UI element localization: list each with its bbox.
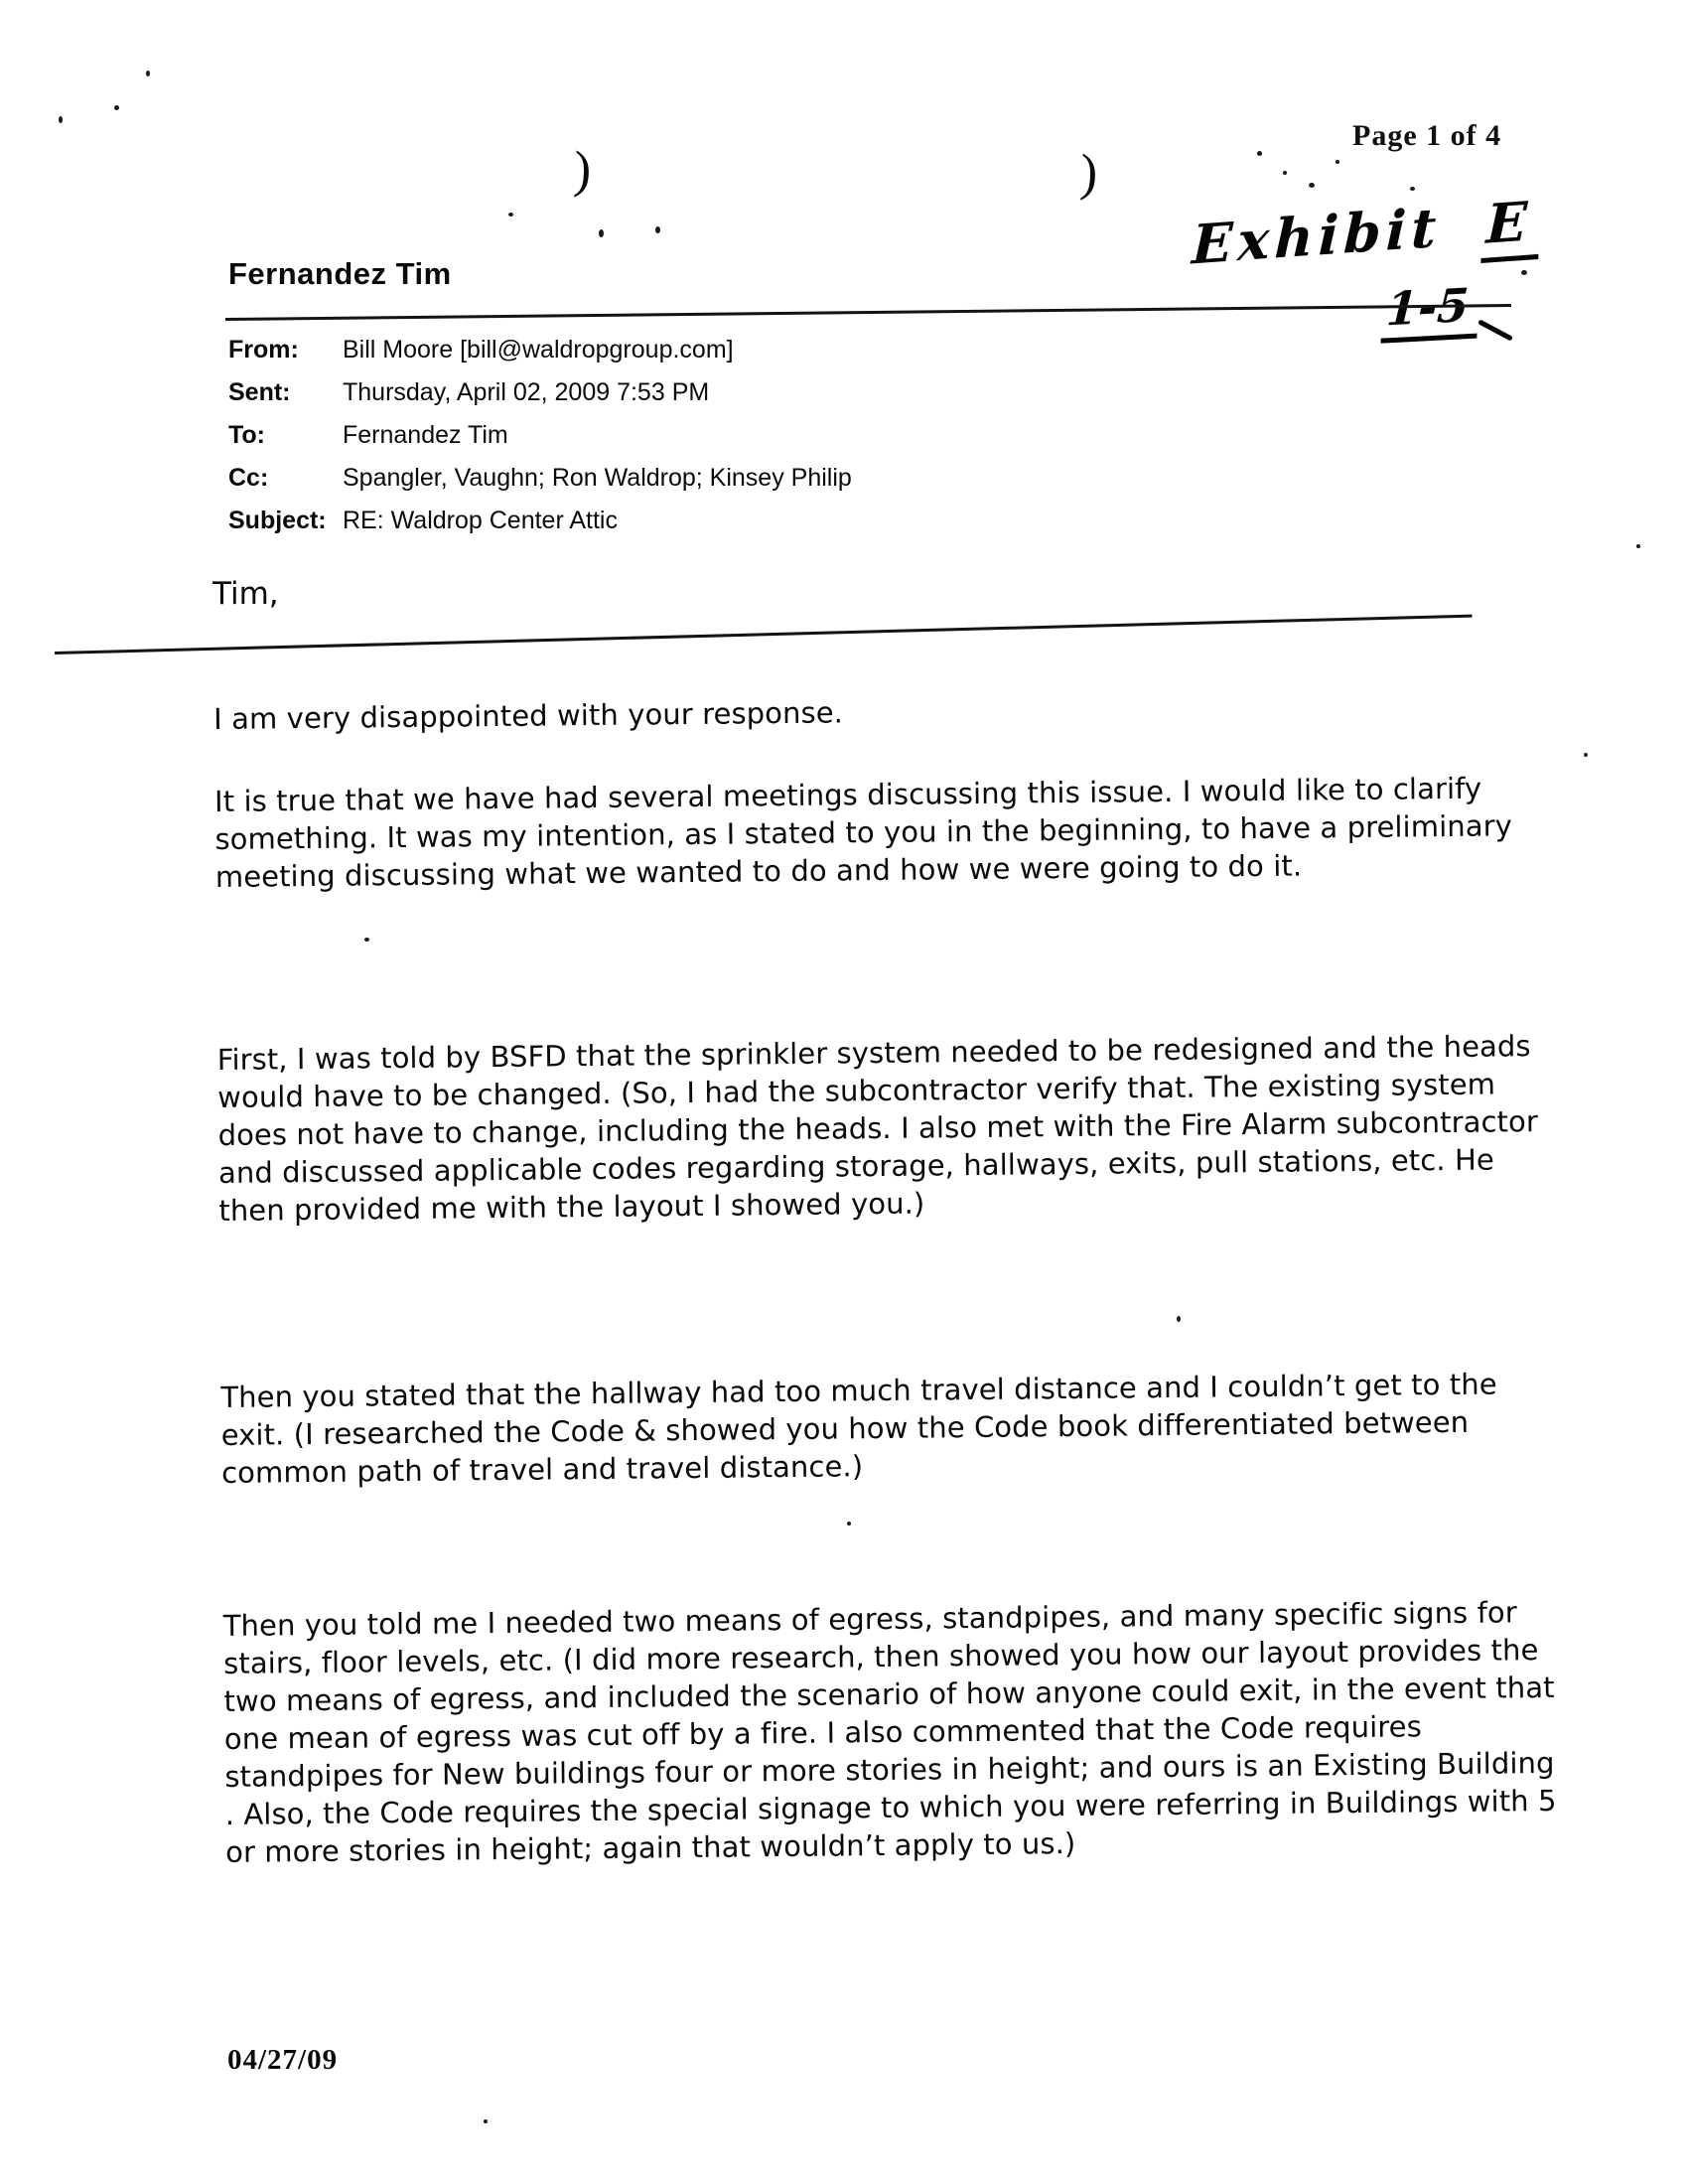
subject-value: RE: Waldrop Center Attic [343,507,618,534]
scan-noise-speck [1584,753,1588,757]
scan-noise-speck [59,116,63,123]
scan-noise-speck [1257,151,1262,156]
field-row-sent [228,378,852,421]
exhibit-handwritten-annotation [1191,189,1541,277]
cc-label: Cc: [228,464,269,492]
to-value: Fernandez Tim [343,421,508,449]
scan-noise-speck [508,213,513,217]
footer-date: 04/27/09 [227,2044,339,2076]
subject-label: Subject: [228,507,327,534]
sent-label: Sent: [228,378,291,406]
email-header-fields [228,336,852,549]
body-paragraph-4: Then you stated that the hallway had too much travel distance and I couldn’t get to the exit. (I researched the Code & showed you how the Code book differentiated between common path of travel and travel distance.) [220,1367,1497,1490]
from-value: Bill Moore [bill@waldropgroup.com] [343,336,734,364]
scan-noise-speck [1336,160,1339,164]
exhibit-number: 1-5 [1380,277,1479,343]
field-row-subject [228,507,852,549]
body-paragraph-1: I am very disappointed with your response. [213,695,844,736]
exhibit-letter: E [1481,189,1542,263]
header-divider-line [225,304,1511,321]
scan-noise-speck [1177,1316,1181,1322]
body-divider-line [55,615,1473,655]
scan-noise-speck [1636,544,1640,548]
body-paragraph-3: First, I was told by BSFD that the sprinkler system needed to be redesigned and the heads would have to be changed. (So, I had the subcontractor verify that. The existing system does not have to change, including the heads. I also met with the Fire Alarm subcontractor and discussed applicable codes regarding storage, hallways, exits, pull stations, etc. He then provided me with the layout I showed you.) [216,1029,1539,1228]
sent-value: Thursday, April 02, 2009 7:53 PM [343,378,710,406]
scan-noise-speck [146,71,150,76]
scan-noise-speck [114,105,119,110]
page-number-label: Page 1 of 4 [1352,119,1502,152]
exhibit-word: Exhibit [1191,195,1443,277]
salutation: Tim, [212,576,279,612]
field-row-from [228,336,852,378]
scan-noise-speck [655,226,660,233]
cc-value: Spangler, Vaughn; Ron Waldrop; Kinsey Philip [343,464,852,492]
body-paragraph-5: Then you told me I needed two means of egress, standpipes, and many specific signs for stairs, floor levels, etc. (I did more research, then showed you how our layout provides the two means of egress, and included the scenario of how anyone could exit, in the event that one mean of egress was cut off by a fire. I also commented that the Code requires standpipes for New buildings four or more stories in height; and ours is an Existing Building . Also, the Code requires the special signage to which you were referring in Buildings with 5 or more stories in height; again that wouldn’t apply to us.) [222,1595,1557,1869]
field-row-cc [228,464,852,507]
scan-noise-speck [1309,183,1315,188]
scan-noise-speck [1521,270,1527,275]
to-label: To: [228,421,266,449]
scan-noise-speck [1410,187,1415,191]
scan-fold-mark-right: ) [1078,144,1099,203]
scan-noise-speck [364,938,369,942]
scan-noise-speck [484,2119,488,2123]
email-body [213,686,1557,1869]
scan-noise-speck [599,229,604,237]
field-row-to [228,421,852,464]
scan-noise-speck [1283,171,1287,175]
body-paragraph-2: It is true that we have had several meetings discussing this issue. I would like to clarify something. It was my intention, as I stated to you in the beginning, to have a preliminary meeting discussing what we wanted to do and how we were going to do it. [213,771,1513,894]
scan-fold-mark-left: ) [572,141,593,200]
from-label: From: [228,336,299,364]
exhibit-underline-tail [1477,319,1513,341]
email-header-title: Fernandez Tim [228,256,452,291]
scan-noise-speck [847,1522,851,1526]
